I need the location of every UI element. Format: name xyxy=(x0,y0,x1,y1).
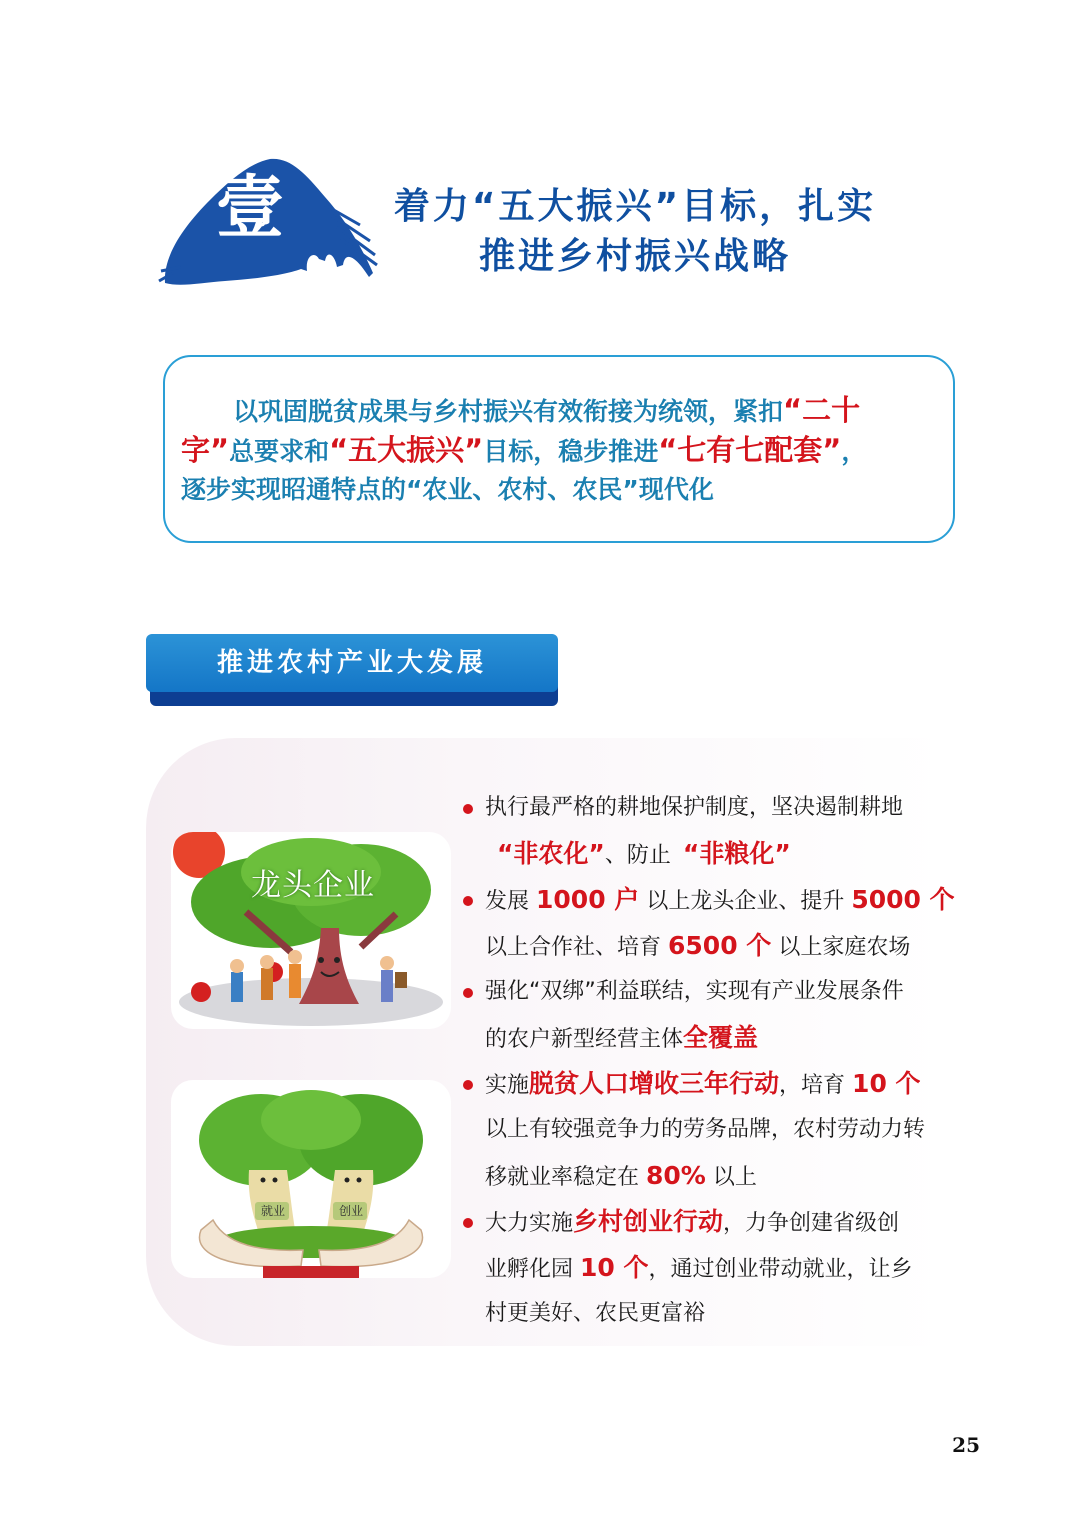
page-number: 25 xyxy=(952,1433,980,1457)
page-title-line-1: 着力“五大振兴”目标，扎实 xyxy=(393,186,877,227)
illustration-label-employment: 就业 xyxy=(261,1204,286,1218)
bullet-highlight: “非粮化” xyxy=(682,839,791,868)
bullet-highlight: 1000 户 xyxy=(536,885,640,914)
subsection-heading-title: 推进农村产业大发展 xyxy=(146,634,558,692)
summary-emphasis: “七有七配套” xyxy=(658,433,842,467)
bullet-text: 以上合作社、培育 xyxy=(485,935,662,960)
bullet-text: 发展 xyxy=(485,889,530,914)
bullet-text: ，通过创业带动就业，让乡 xyxy=(648,1257,913,1282)
bullet-item-1 xyxy=(460,785,950,831)
bullet-item-3-cont xyxy=(460,1015,950,1061)
bullet-text: 移就业率稳定在 xyxy=(485,1165,640,1190)
illustration-label-entrepreneurship: 创业 xyxy=(339,1204,364,1218)
page-title-line-2: 推进乡村振兴战略 xyxy=(478,236,791,277)
summary-emphasis: 字” xyxy=(181,433,230,467)
bullet-item-2 xyxy=(460,877,955,923)
bullet-highlight: “非农化” xyxy=(497,839,605,868)
bullet-text: 业孵化园 xyxy=(485,1257,574,1282)
section-numeral: 壹 xyxy=(215,168,284,248)
bullet-dot-icon xyxy=(463,988,473,998)
bullet-item-1-cont xyxy=(460,831,950,877)
summary-line-1 xyxy=(181,391,935,431)
bullet-item-4 xyxy=(460,1061,950,1107)
bullet-text: 强化“双绑”利益联结，实现有产业发展条件 xyxy=(485,979,904,1004)
bullet-item-4-cont xyxy=(460,1107,950,1153)
bullet-dot-icon xyxy=(463,1218,473,1228)
illustration-employment-entrepreneurship xyxy=(171,1080,451,1278)
bullet-text: 以上龙头企业、提升 xyxy=(646,889,845,914)
bullet-item-3 xyxy=(460,969,950,1015)
subsection-heading xyxy=(146,634,558,706)
bullet-text: 以上家庭农场 xyxy=(778,935,911,960)
summary-box xyxy=(163,355,955,543)
bullet-text: ，力争创建省级创 xyxy=(723,1211,900,1236)
summary-text: 目标，稳步推进 xyxy=(483,437,659,466)
bullet-item-5 xyxy=(460,1199,950,1245)
bullet-text: 大力实施 xyxy=(485,1211,574,1236)
bullet-text: 的农户新型经营主体 xyxy=(485,1027,684,1052)
bullet-text: 以上 xyxy=(712,1165,757,1190)
bullet-text: ，培育 xyxy=(779,1073,846,1098)
bullet-item-2-cont xyxy=(460,923,950,969)
bullet-dot-icon xyxy=(463,896,473,906)
bullet-highlight: 脱贫人口增收三年行动 xyxy=(529,1069,780,1098)
page-title xyxy=(355,182,915,282)
bullet-highlight: 10 个 xyxy=(852,1069,921,1098)
bullet-list xyxy=(460,785,955,1337)
bullet-item-5-cont-2 xyxy=(460,1291,950,1337)
summary-text: ， xyxy=(841,437,867,466)
illustration-leading-enterprise xyxy=(171,832,451,1029)
illustration-label-leading-enterprise: 龙头企业 xyxy=(251,868,375,903)
bullet-text: 执行最严格的耕地保护制度，坚决遏制耕地 xyxy=(485,795,904,820)
bullet-text: 以上有较强竞争力的劳务品牌，农村劳动力转 xyxy=(485,1117,926,1142)
bullet-item-4-cont-2 xyxy=(460,1153,950,1199)
bullet-item-5-cont xyxy=(460,1245,950,1291)
summary-line-3: 逐步实现昭通特点的“农业、农村、农民”现代化 xyxy=(181,475,714,504)
bullet-highlight: 乡村创业行动 xyxy=(573,1207,724,1236)
bullet-dot-icon xyxy=(463,804,473,814)
bullet-text: 实施 xyxy=(485,1073,530,1098)
bullet-highlight: 6500 个 xyxy=(668,931,772,960)
summary-text: 总要求和 xyxy=(229,437,330,466)
bullet-text: 村更美好、农民更富裕 xyxy=(485,1301,706,1326)
bullet-highlight: 5000 个 xyxy=(851,885,955,914)
summary-emphasis: “二十 xyxy=(783,393,861,427)
summary-line-2 xyxy=(181,431,935,471)
bullet-highlight: 80% xyxy=(646,1161,706,1190)
twin-trees-hands-illustration xyxy=(171,1080,451,1278)
bullet-highlight: 10 个 xyxy=(580,1253,649,1282)
bullet-highlight: 全覆盖 xyxy=(683,1023,759,1052)
bullet-text: 、防止 xyxy=(604,843,671,868)
summary-emphasis: “五大振兴” xyxy=(329,433,484,467)
summary-text: 以巩固脱贫成果与乡村振兴有效衔接为统领，紧扣 xyxy=(233,397,784,426)
bullet-dot-icon xyxy=(463,1080,473,1090)
